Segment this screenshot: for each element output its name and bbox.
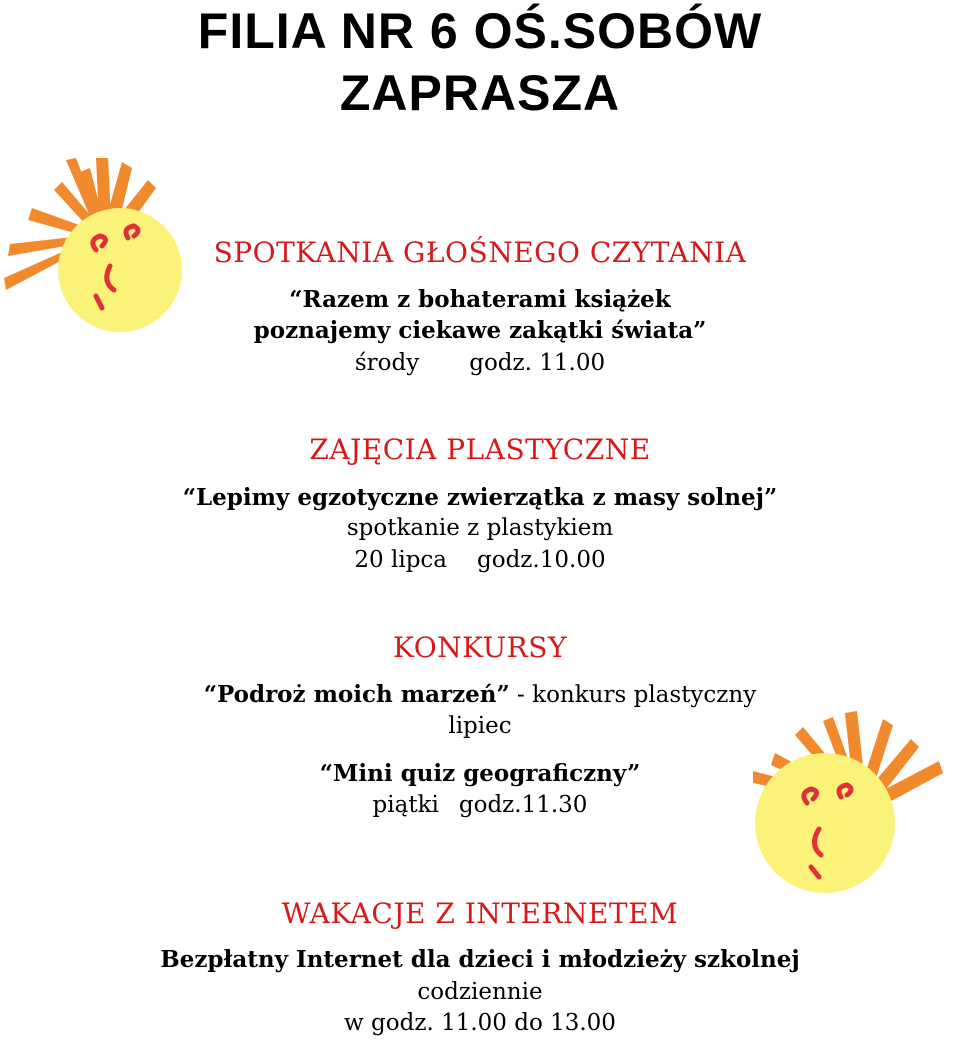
internet-line3: w godz. 11.00 do 13.00 [344, 1010, 616, 1036]
reading-day: środy [354, 350, 420, 376]
reading-title-line2: poznajemy ciekawe zakątki świata” [253, 317, 707, 344]
contest1-desc: - konkurs plastyczny [509, 682, 757, 708]
contest1-when: lipiec [448, 713, 512, 739]
section-heading-internet: WAKACJE Z INTERNETEM [281, 897, 679, 930]
art-schedule [0, 547, 960, 573]
contest1-line [0, 681, 960, 708]
page-title-line1: FILIA NR 6 OŚ.SOBÓW [197, 3, 763, 59]
art-time: godz.10.00 [477, 547, 606, 573]
art-title: “Lepimy egzotyczne zwierzątka z masy solnej” [182, 484, 778, 511]
section-heading-contests: KONKURSY [393, 631, 567, 664]
page-title-line2: ZAPRASZA [339, 65, 621, 121]
reading-title-line1: “Razem z bohaterami książek [289, 286, 671, 313]
contest2-day: piątki [372, 792, 439, 818]
art-date: 20 lipca [354, 547, 448, 573]
section-heading-reading: SPOTKANIA GŁOŚNEGO CZYTANIA [213, 236, 747, 269]
section-heading-art: ZAJĘCIA PLASTYCZNE [309, 433, 651, 466]
internet-line1: Bezpłatny Internet dla dzieci i młodzieży szkolnej [160, 946, 800, 973]
reading-time: godz. 11.00 [469, 350, 606, 376]
reading-schedule [0, 350, 960, 376]
contest2-title: “Mini quiz geograficzny” [319, 760, 641, 787]
sun-icon-right [745, 705, 955, 895]
art-subtitle: spotkanie z plastykiem [346, 515, 614, 541]
contest2-time: godz.11.30 [458, 792, 588, 818]
internet-line2: codziennie [417, 979, 543, 1005]
contest1-title: “Podroż moich marzeń” [203, 681, 510, 708]
